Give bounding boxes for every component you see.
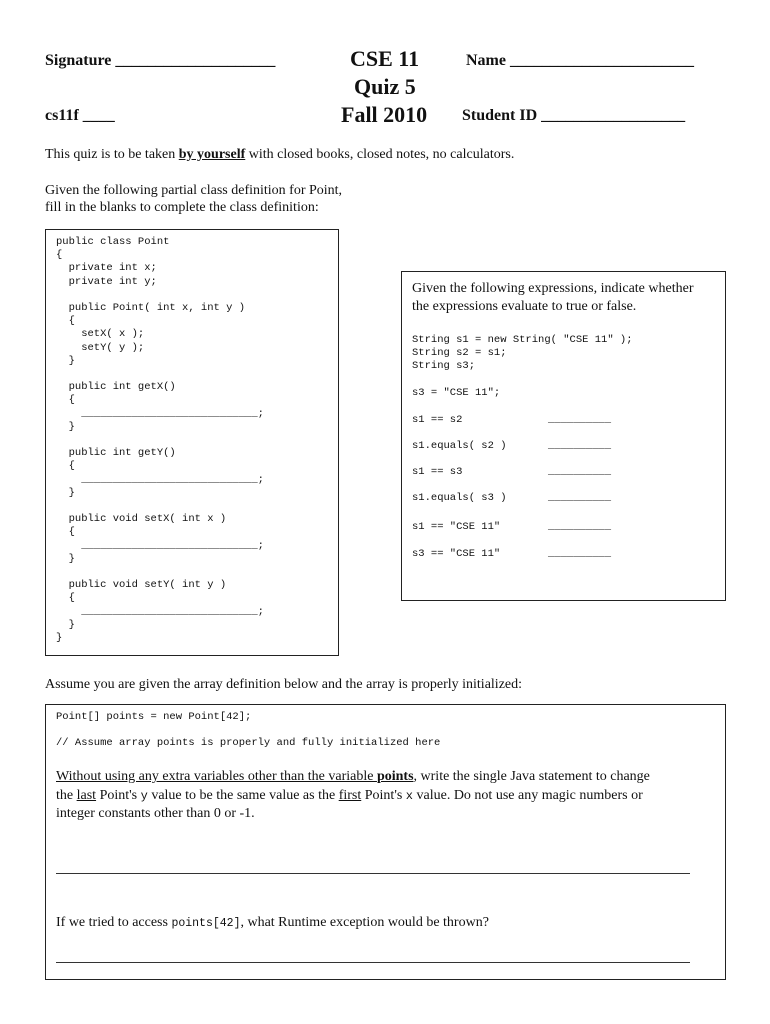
code-line: { [56, 526, 75, 539]
x-code: x [405, 789, 413, 803]
code-line: } [56, 552, 75, 565]
q3-box [45, 704, 726, 980]
code-line[interactable]: ____________________________; [56, 473, 264, 486]
q3-line1-rest: , write the single Java statement to change [413, 769, 650, 784]
code-line: { [56, 394, 75, 407]
instructions-pre: This quiz is to be taken [45, 147, 179, 162]
instructions-emphasis: by yourself [178, 147, 246, 162]
points-keyword: points [376, 769, 414, 784]
q2-decl-2: String s2 = s1; [412, 347, 507, 359]
code-line: private int y; [56, 275, 157, 288]
q3-intro: Assume you are given the array definition below and the array is properly initialized: [45, 677, 523, 692]
q1-code-box [45, 229, 339, 656]
course-title: CSE 11 [350, 46, 420, 71]
q2-assign: s3 = "CSE 11"; [412, 387, 501, 399]
points-42-code: points[42] [171, 917, 241, 930]
instructions-post: with closed books, closed notes, no calculators. [245, 147, 515, 162]
code-line: { [56, 592, 75, 605]
code-line: public class Point [56, 236, 170, 248]
expression-label: s1 == s2 [412, 414, 463, 426]
code-line: setY( y ); [56, 341, 145, 354]
name-field[interactable]: Name _______________________ [466, 52, 694, 69]
code-line: { [56, 460, 75, 473]
expression-label: s1 == s3 [412, 466, 463, 478]
q3-paragraph-line3: integer constants other than 0 or -1. [56, 806, 255, 821]
code-line[interactable]: ____________________________; [56, 605, 264, 618]
code-line: public int getX() [56, 381, 176, 394]
expression-label: s1 == "CSE 11" [412, 521, 501, 533]
expression-label: s1.equals( s3 ) [412, 492, 507, 504]
code-line: private int x; [56, 262, 157, 275]
code-line: } [56, 420, 75, 433]
q2-box [401, 271, 726, 601]
q2-decl-1: String s1 = new String( "CSE 11" ); [412, 334, 633, 346]
code-line: { [56, 315, 75, 328]
expression-label: s1.equals( s2 ) [412, 440, 507, 452]
last-word: last [76, 788, 97, 803]
q3-paragraph-line1 [56, 769, 650, 785]
q2-prompt-line2: the expressions evaluate to true or false. [412, 299, 637, 314]
code-line: public Point( int x, int y ) [56, 302, 246, 314]
array-definition-code: Point[] points = new Point[42]; [56, 711, 252, 723]
q3-question-pre: If we tried to access [56, 915, 172, 930]
term-title: Fall 2010 [341, 102, 428, 127]
answer-blank[interactable]: __________ [548, 414, 612, 426]
code-line: } [56, 486, 75, 499]
q3-answer-line-1[interactable] [56, 873, 690, 874]
first-word: first [338, 788, 362, 803]
q1-prompt-line1: Given the following partial class definition for Point, [45, 183, 343, 198]
signature-field[interactable]: Signature ____________________ [45, 52, 276, 69]
code-line: public void setY( int y ) [56, 579, 227, 592]
answer-blank[interactable]: __________ [548, 492, 612, 504]
code-line: } [56, 618, 75, 631]
code-line: public void setX( int x ) [56, 513, 227, 526]
code-line[interactable]: ____________________________; [56, 539, 264, 552]
answer-blank[interactable]: __________ [548, 440, 612, 452]
code-line: { [56, 249, 63, 262]
code-line: } [56, 354, 75, 367]
code-line: public int getY() [56, 447, 176, 460]
q3-line2-a: the [56, 788, 77, 803]
instructions [45, 147, 514, 163]
code-line: } [56, 632, 63, 644]
q1-prompt-line2: fill in the blanks to complete the class definition: [45, 200, 319, 215]
expression-label: s3 == "CSE 11" [412, 548, 501, 560]
y-code: y [140, 789, 148, 803]
q3-answer-line-2[interactable] [56, 962, 690, 963]
q3-question-post: , what Runtime exception would be thrown? [240, 915, 489, 930]
code-line[interactable]: ____________________________; [56, 407, 264, 420]
code-line: setX( x ); [56, 328, 145, 341]
q3-paragraph-line2 [56, 788, 643, 804]
q2-decl-3: String s3; [412, 360, 476, 372]
q2-prompt-line1: Given the following expressions, indicate whether [412, 281, 694, 296]
q3-line2-c: value to be the same value as the [147, 788, 339, 803]
answer-blank[interactable]: __________ [548, 466, 612, 478]
answer-blank[interactable]: __________ [548, 548, 612, 560]
q3-line2-b: Point's [96, 788, 141, 803]
q3-line1-underlined: Without using any extra variables other than the variable [56, 769, 377, 784]
q3-exception-question [56, 915, 489, 931]
student-id-field[interactable]: Student ID __________________ [462, 107, 686, 124]
quiz-title: Quiz 5 [354, 74, 416, 99]
answer-blank[interactable]: __________ [548, 521, 612, 533]
array-comment-code: // Assume array points is properly and fully initialized here [56, 737, 441, 749]
login-field[interactable]: cs11f ____ [45, 107, 115, 124]
q3-line2-e: value. Do not use any magic numbers or [413, 788, 643, 803]
q3-line2-d: Point's [361, 788, 406, 803]
